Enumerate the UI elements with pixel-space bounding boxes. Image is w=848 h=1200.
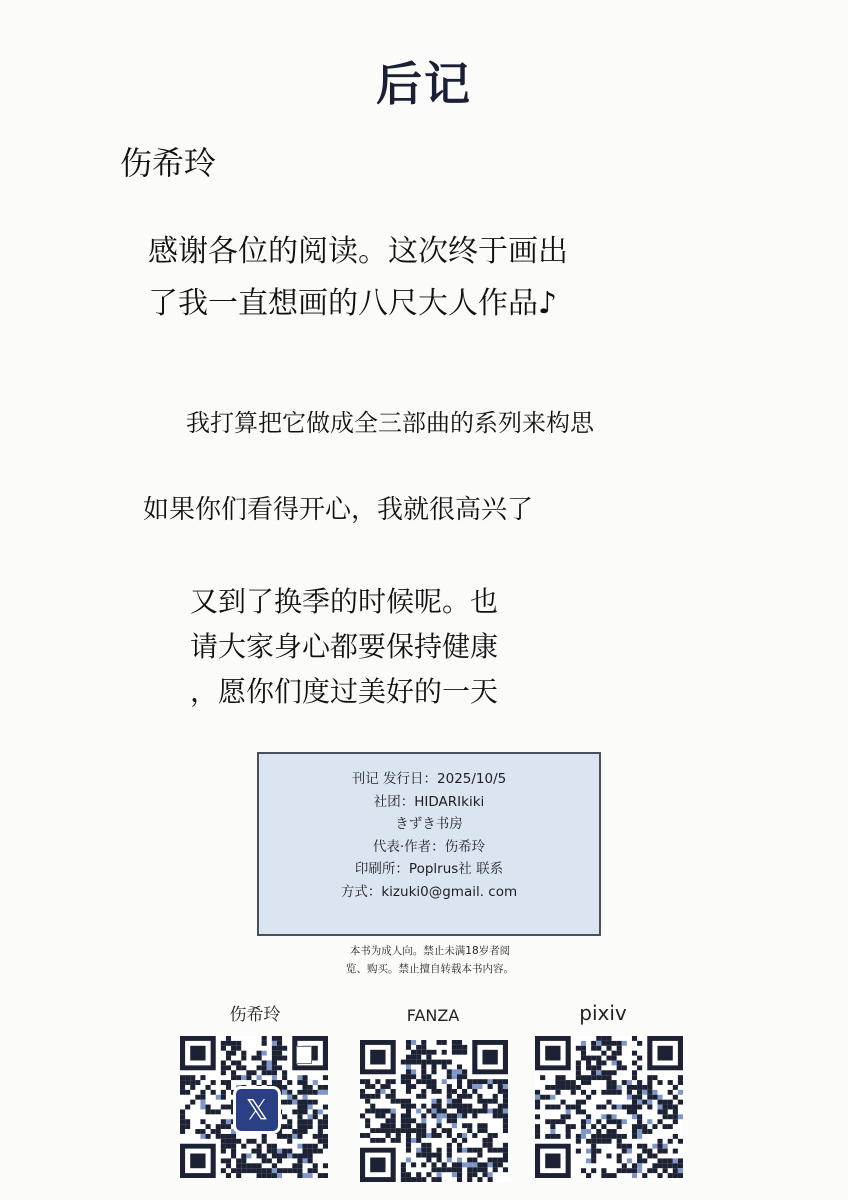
x-logo-icon: 𝕏 [233,1086,281,1134]
author-name: 伤希玲 [120,144,217,182]
text-line: 又到了换季的时候呢。也 [190,585,499,618]
text-line: 感谢各位的阅读。这次终于画出 [148,234,568,269]
text-line: 我打算把它做成全三部曲的系列来构思 [186,409,594,437]
qr-code-fanza[interactable] [360,1040,508,1182]
paragraph-thanks [148,226,568,330]
colophon-publisher: きずき书房 [395,816,463,832]
colophon-contact: 方式：kizuki0@gmail. com [340,883,518,900]
qr-label-author: 伤希玲 [229,1005,281,1025]
qr-label-fanza: FANZA [406,1006,460,1025]
text-line: ，愿你们度过美好的一天 [190,675,499,708]
text-line: 了我一直想画的八尺大人作品♪ [148,286,558,321]
paragraph-happy [143,490,533,530]
qr-pattern [535,1036,683,1178]
frame-icon [296,1046,312,1064]
colophon-box [257,752,601,936]
paragraph-season [190,579,498,714]
colophon-author: 代表·作者：伤希玲 [372,838,486,855]
qr-code-x[interactable] [180,1036,328,1178]
page-title: 后记 [376,57,472,111]
notice-line: 本书为成人向。禁止未满18岁者阅 [349,945,511,957]
colophon-date: 刊记 发行日：2025/10/5 [351,771,507,787]
text-line: 如果你们看得开心，我就很高兴了 [143,495,534,525]
adult-notice [300,942,560,978]
notice-line: 览、购买。禁止擅自转载本书内容。 [346,963,514,975]
colophon-circle: 社团：HIDARIkiki [373,793,485,810]
colophon-printer: 印刷所：Poplrus社 联系 [354,861,504,877]
qr-code-pixiv[interactable] [535,1036,683,1178]
qr-pattern [360,1040,508,1182]
qr-label-pixiv: pixiv [579,1001,627,1025]
text-line: 请大家身心都要保持健康 [190,630,499,663]
paragraph-trilogy [186,405,594,441]
